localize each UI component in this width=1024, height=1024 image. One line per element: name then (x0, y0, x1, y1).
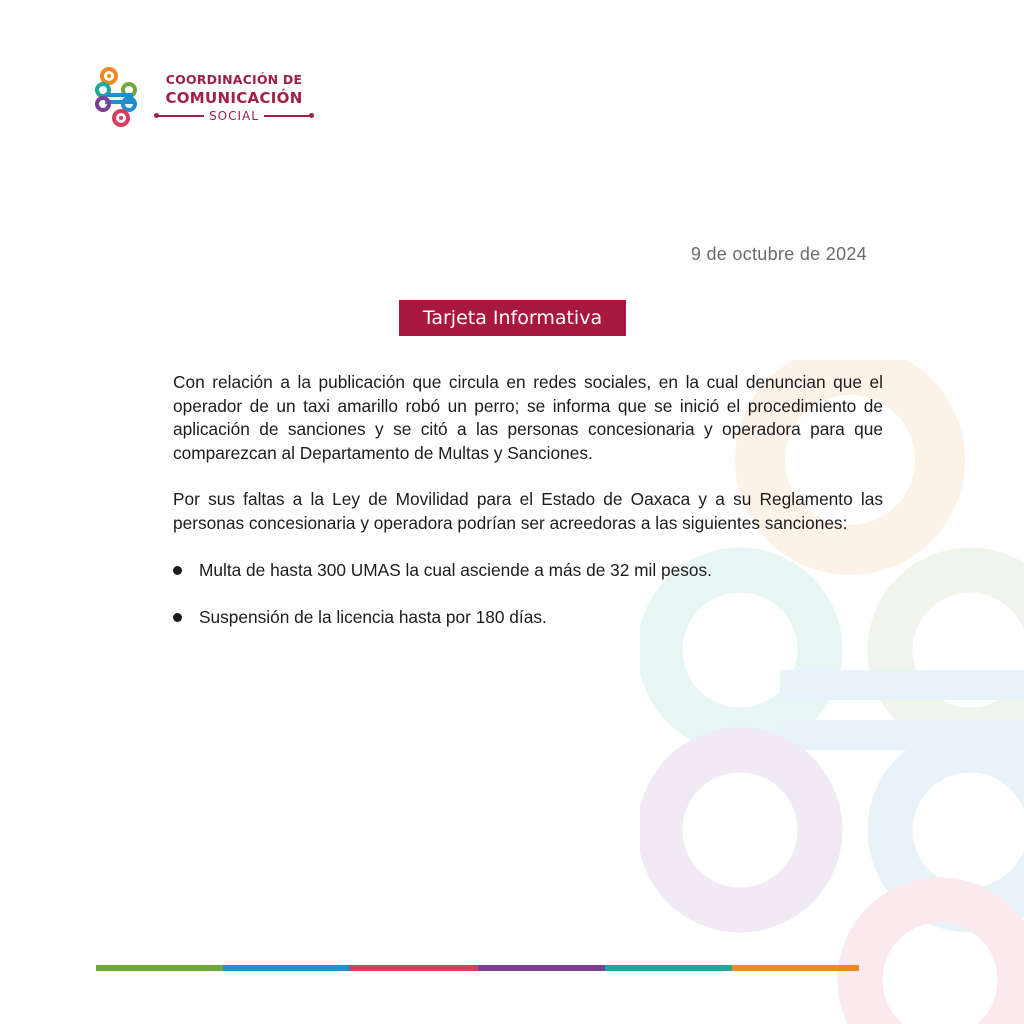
logo-divider-left (156, 115, 204, 117)
list-item-text: Multa de hasta 300 UMAS la cual asciende a más de 32 mil pesos. (199, 560, 712, 580)
logo-line-2: COMUNICACIÓN (165, 89, 303, 107)
color-bar (96, 965, 859, 971)
paragraph-2: Por sus faltas a la Ley de Movilidad para el Estado de Oaxaca y a su Reglamento las personas concesionaria y operadora podrían ser acreedoras a las siguientes sanciones: (173, 489, 883, 533)
logo-line-1: COORDINACIÓN DE (165, 72, 303, 87)
list-item-text: Suspensión de la licencia hasta por 180 días. (199, 606, 547, 627)
color-bar-segment (96, 965, 223, 971)
paragraph-1: Con relación a la publicación que circula en redes sociales, en la cual denuncian que el operador de un taxi amarillo robó un perro; se informa que se inició el procedimiento de aplicación de sanciones y se citó a las personas concesionaria y operadora para que comparezcan al Departamento de Multas y Sanciones. (173, 372, 883, 463)
bullet-icon (173, 566, 182, 575)
logo-divider-right (264, 115, 312, 117)
knot-logo-icon (95, 66, 143, 128)
color-bar-segment (732, 965, 859, 971)
logo (95, 66, 325, 130)
date: 9 de octubre de 2024 (690, 244, 867, 264)
logo-line-3: SOCIAL (209, 109, 259, 123)
color-bar-segment (478, 965, 605, 971)
color-bar-segment (605, 965, 732, 971)
bullet-icon (173, 613, 182, 622)
body-text (173, 371, 883, 629)
sanctions-list (173, 559, 883, 629)
title-badge: Tarjeta Informativa (399, 300, 626, 336)
list-item (173, 606, 883, 630)
color-bar-segment (350, 965, 477, 971)
logo-line-3-row (149, 108, 319, 124)
logo-text (149, 72, 319, 124)
color-bar-segment (223, 965, 350, 971)
list-item (173, 559, 883, 583)
